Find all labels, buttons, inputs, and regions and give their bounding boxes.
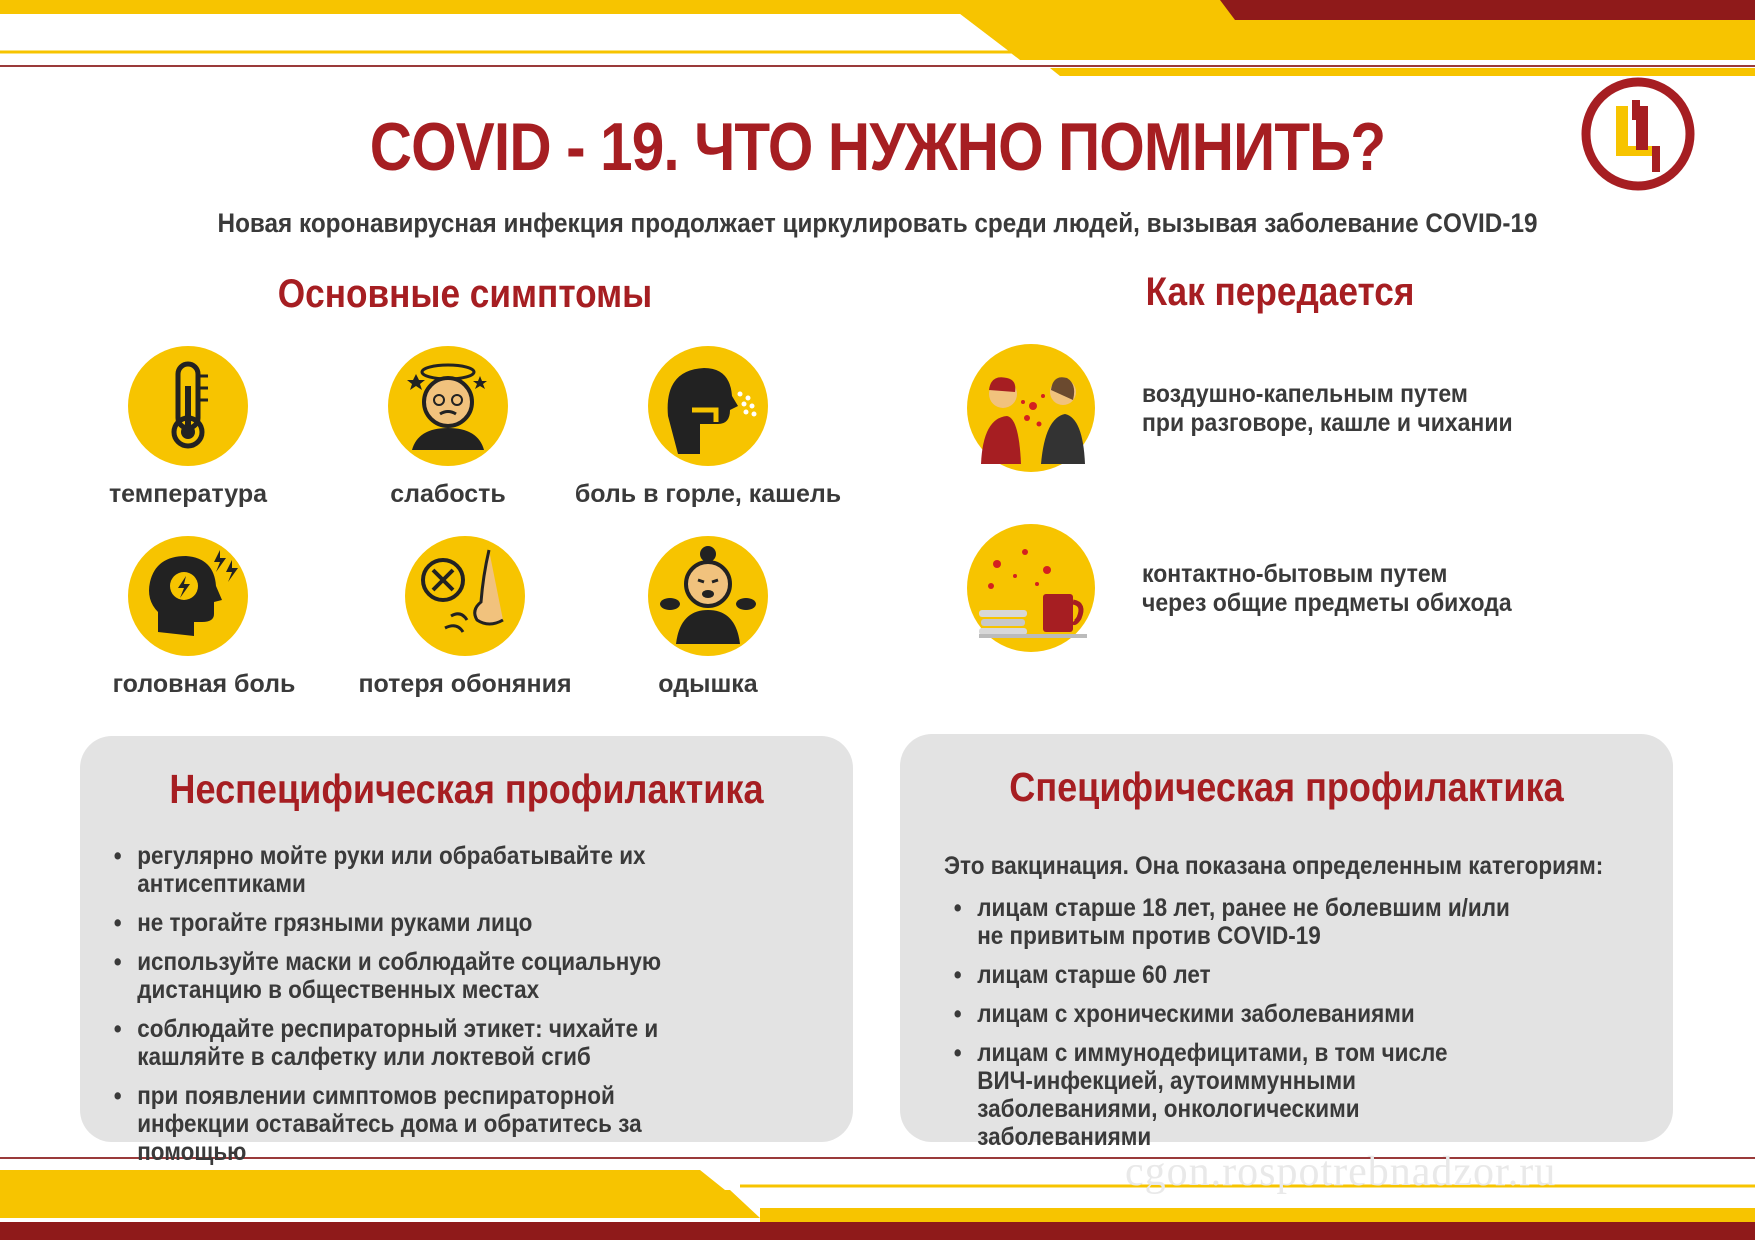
transmission-line: контактно-бытовым путем: [1142, 560, 1448, 588]
dishes-and-mug-icon: [967, 524, 1095, 652]
list-item: • регулярно мойте руки или обрабатывайте их антисептиками: [112, 842, 805, 898]
panel-title: Специфическая профилактика: [1009, 764, 1564, 810]
panel-title: Неспецифическая профилактика: [169, 766, 764, 812]
transmission-line: через общие предметы обихода: [1142, 589, 1512, 617]
transmission-line: воздушно-капельным путем: [1142, 380, 1468, 408]
list-item: • лицам с хроническими заболеваниями: [952, 1000, 1546, 1028]
page-subtitle: Новая коронавирусная инфекция продолжает циркулировать среди людей, вызывая заболевание COVID-19: [217, 208, 1538, 238]
transmission-text: [1142, 560, 1512, 618]
list-item: • лицам старше 18 лет, ранее не болевшим и/или не привитым против COVID-19: [952, 894, 1517, 950]
symptom-label: боль в горле, кашель: [574, 480, 842, 508]
list-item: • используйте маски и соблюдайте социальную дистанцию в общественных местах: [112, 948, 767, 1004]
shortness-of-breath-icon: [648, 536, 768, 656]
two-people-talking-icon: [967, 344, 1095, 472]
headache-icon: [128, 536, 248, 656]
list-item: • соблюдайте респираторный этикет: чихайте и кашляйте в салфетку или локтевой сгиб: [112, 1015, 767, 1071]
nose-crossed-icon: [405, 536, 525, 656]
watermark: cgon.rospotrebnadzor.ru: [1125, 1149, 1557, 1195]
vaccination-intro: Это вакцинация. Она показана определенным категориям:: [944, 852, 1604, 880]
thermometer-icon: [128, 346, 248, 466]
symptoms-heading: Основные симптомы: [277, 272, 653, 316]
vaccination-categories-list: [952, 894, 1546, 1162]
symptom-label: головная боль: [112, 670, 296, 698]
specific-prophylaxis-panel: [900, 734, 1673, 1151]
symptom-label: слабость: [390, 480, 506, 508]
symptom-label: температура: [108, 480, 268, 508]
coughing-head-icon: [648, 346, 768, 466]
symptom-label: одышка: [658, 670, 758, 698]
transmission-heading: Как передается: [1145, 270, 1415, 314]
list-item: • лицам старше 60 лет: [952, 961, 1546, 989]
dizzy-person-icon: [388, 346, 508, 466]
symptom-label: потеря обоняния: [358, 670, 572, 698]
prophylaxis-list: [112, 842, 805, 1177]
list-item: • не трогайте грязными руками лицо: [112, 909, 805, 937]
transmission-line: при разговоре, кашле и чихании: [1142, 409, 1513, 437]
list-item: • лицам с иммунодефицитами, в том числе ВИЧ-инфекцией, аутоиммунными заболеваниями, онкологическими заболеваниями: [952, 1039, 1499, 1151]
transmission-text: [1142, 380, 1513, 438]
nonspecific-prophylaxis-panel: [80, 736, 853, 1166]
list-item: • при появлении симптомов респираторной инфекции оставайтесь дома и обратитесь за помощью: [112, 1082, 731, 1166]
page-title: COVID - 19. ЧТО НУЖНО ПОМНИТЬ?: [369, 109, 1386, 185]
